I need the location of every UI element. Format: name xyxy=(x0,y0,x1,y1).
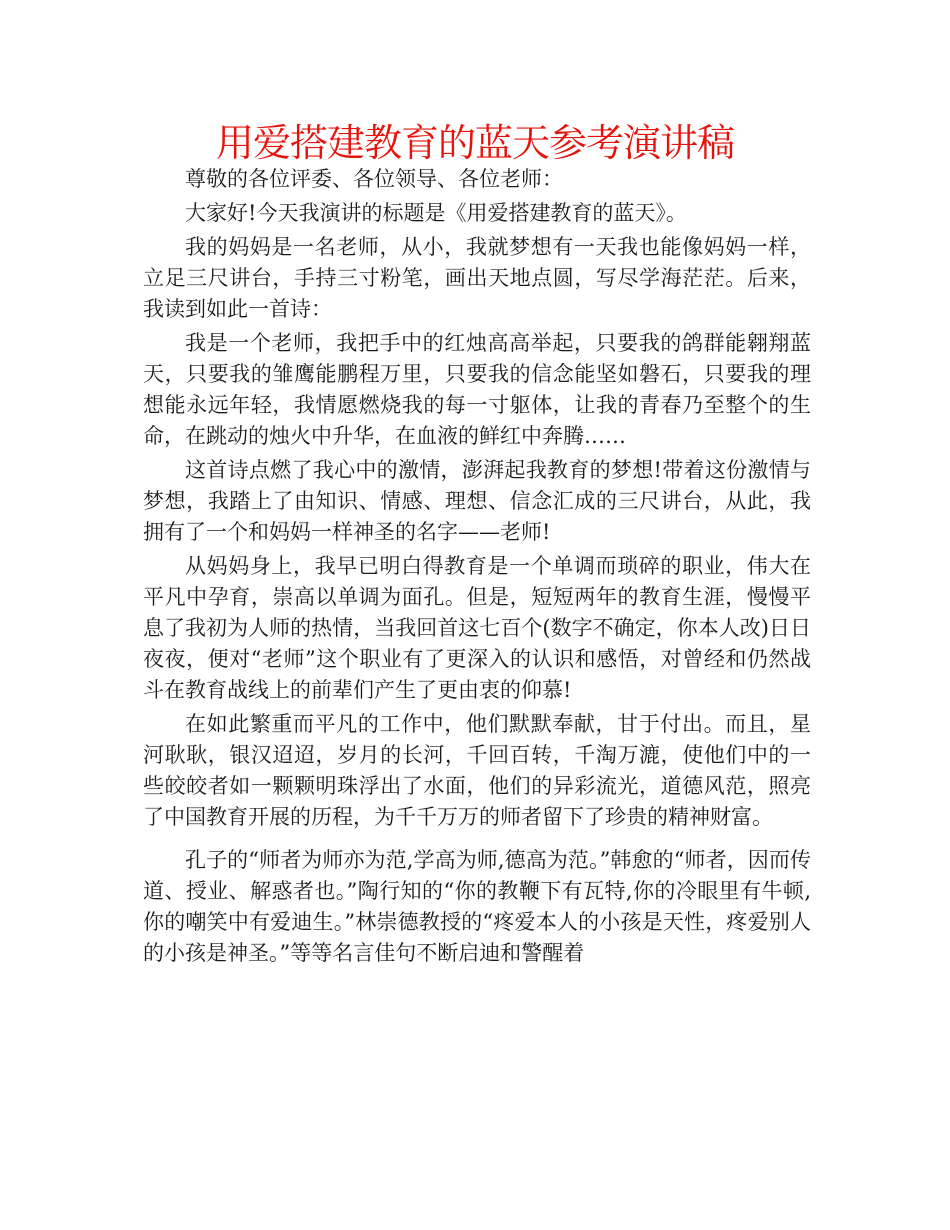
poem-paragraph: 我是一个老师，我把手中的红烛高高举起，只要我的鸽群能翱翔蓝天，只要我的雏鹰能鹏程万里，只要我的信念能坚如磐石，只要我的理想能永远年轻，我情愿燃烧我的每一寸躯体，让我的青春乃至整个的生命，在跳动的烛火中升华，在血液的鲜红中奔腾…… xyxy=(143,331,811,448)
greeting-paragraph: 大家好!今天我演讲的标题是《用爱搭建教育的蓝天》。 xyxy=(185,201,687,225)
body-paragraph: 我的妈妈是一名老师，从小，我就梦想有一天我也能像妈妈一样，立足三尺讲台，手持三寸粉笔，画出天地点圆，写尽学海茫茫。后来，我读到如此一首诗： xyxy=(143,235,811,321)
document-body xyxy=(143,164,811,969)
body-paragraph: 在如此繁重而平凡的工作中，他们默默奉献，甘于付出。而且，星河耿耿，银汉迢迢，岁月的长河，千回百转，千淘万漉，使他们中的一些皎皎者如一颗颗明珠浮出了水面，他们的异彩流光，道德风范，照亮了中国教育开展的历程，为千千万万的师者留下了珍贵的精神财富。 xyxy=(143,712,811,829)
document-title: 用爱搭建教育的蓝天参考演讲稿 xyxy=(215,121,734,165)
body-paragraph: 这首诗点燃了我心中的激情，澎湃起我教育的梦想!带着这份激情与梦想，我踏上了由知识、情感、理想、信念汇成的三尺讲台，从此，我拥有了一个和妈妈一样神圣的名字——老师! xyxy=(143,458,811,544)
salutation-paragraph: 尊敬的各位评委、各位领导、各位老师： xyxy=(185,167,563,191)
quotes-paragraph: 孔子的“师者为师亦为范,学高为师,德高为范。”韩愈的“师者，因而传道、授业、解惑者也。”陶行知的“你的教鞭下有瓦特,你的冷眼里有牛顿,你的嘲笑中有爱迪生。”林崇德教授的“疼爱本人的小孩是天性，疼爱别人的小孩是神圣。”等等名言佳句不断启迪和警醒着 xyxy=(143,848,811,965)
body-paragraph: 从妈妈身上，我早已明白得教育是一个单调而琐碎的职业，伟大在平凡中孕育，崇高以单调为面孔。但是，短短两年的教育生涯，慢慢平息了我初为人师的热情，当我回首这七百个(数字不确定，你本人改)日日夜夜，便对“老师”这个职业有了更深入的认识和感悟，对曾经和仍然战斗在教育战线上的前辈们产生了更由衷的仰慕! xyxy=(143,554,811,702)
